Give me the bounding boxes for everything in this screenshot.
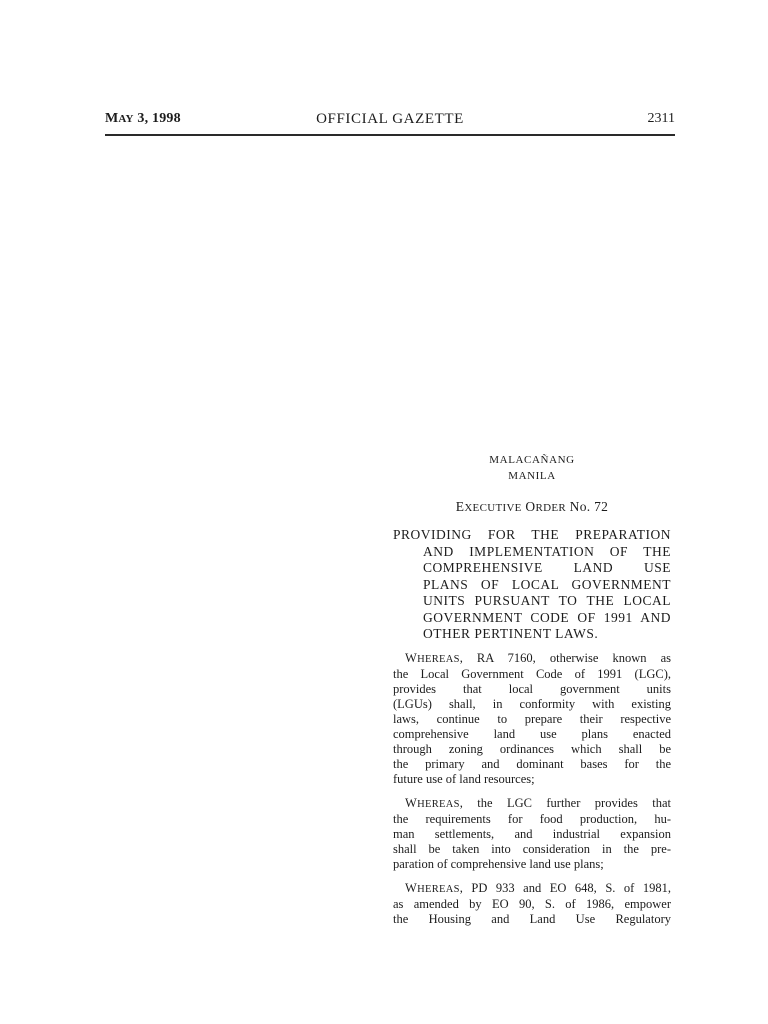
paragraph-first-line: WHEREAS, PD 933 and EO 648, S. of 1981, — [405, 880, 671, 895]
paragraph-line: future use of land resources; — [393, 771, 535, 786]
paragraph-line: laws, continue to prepare their respective — [393, 711, 671, 726]
issue-date-initial: M — [105, 111, 119, 126]
paragraph-line: man settlements, and industrial expansion — [393, 826, 671, 841]
caption-line: GOVERNMENT CODE OF 1991 AND — [423, 609, 671, 625]
paragraph-line: comprehensive land use plans enacted — [393, 726, 671, 741]
paragraph-line: provides that local government units — [393, 681, 671, 696]
office-name: MALACAÑANG — [489, 454, 575, 466]
caption-line: UNITS PURSUANT TO THE LOCAL — [423, 593, 671, 608]
paragraph-line: paration of comprehensive land use plans; — [393, 856, 604, 871]
city-name: MANILA — [508, 470, 556, 482]
caption-line: PLANS OF LOCAL GOVERNMENT — [423, 576, 671, 592]
issue-date-day-year: 3, 1998 — [133, 111, 181, 126]
order-number: EXECUTIVE ORDER No. 72 — [455, 499, 609, 514]
paragraph-line: as amended by EO 90, S. of 1986, empower — [393, 896, 671, 911]
whereas-paragraph-3 — [393, 881, 671, 927]
caption-line: OTHER PERTINENT LAWS. — [423, 626, 599, 641]
issue-date-smallcaps: AY — [118, 113, 134, 125]
whereas-label: WHEREAS — [405, 880, 460, 895]
paragraph-line: the primary and dominant bases for the — [393, 756, 671, 771]
paragraph-line: (LGUs) shall, in conformity with existing — [393, 696, 671, 711]
caption-line: AND IMPLEMENTATION OF THE — [423, 543, 671, 559]
whereas-paragraph-1 — [393, 651, 671, 787]
whereas-label: WHEREAS — [405, 795, 460, 810]
header-rule — [105, 134, 675, 136]
page-number: 2311 — [647, 111, 675, 126]
paragraph-line: the Housing and Land Use Regulatory — [393, 911, 671, 926]
paragraph-line: the requirements for food production, hu- — [393, 811, 671, 826]
whereas-label: WHEREAS — [405, 650, 460, 665]
order-caption — [393, 527, 671, 643]
paragraph-line: through zoning ordinances which shall be — [393, 741, 671, 756]
paragraph-line: the Local Government Code of 1991 (LGC), — [393, 666, 671, 681]
whereas-paragraph-2 — [393, 796, 671, 872]
publication-title: OFFICIAL GAZETTE — [316, 111, 464, 127]
paragraph-line: shall be taken into consideration in the pre- — [393, 841, 671, 856]
caption-line: COMPREHENSIVE LAND USE — [423, 560, 671, 575]
caption-line: PROVIDING FOR THE PREPARATION — [393, 527, 671, 542]
paragraph-first-line: WHEREAS, RA 7160, otherwise known as — [405, 650, 671, 665]
page-header — [105, 111, 675, 133]
document-column — [393, 452, 671, 936]
paragraph-first-line: WHEREAS, the LGC further provides that — [405, 795, 671, 810]
